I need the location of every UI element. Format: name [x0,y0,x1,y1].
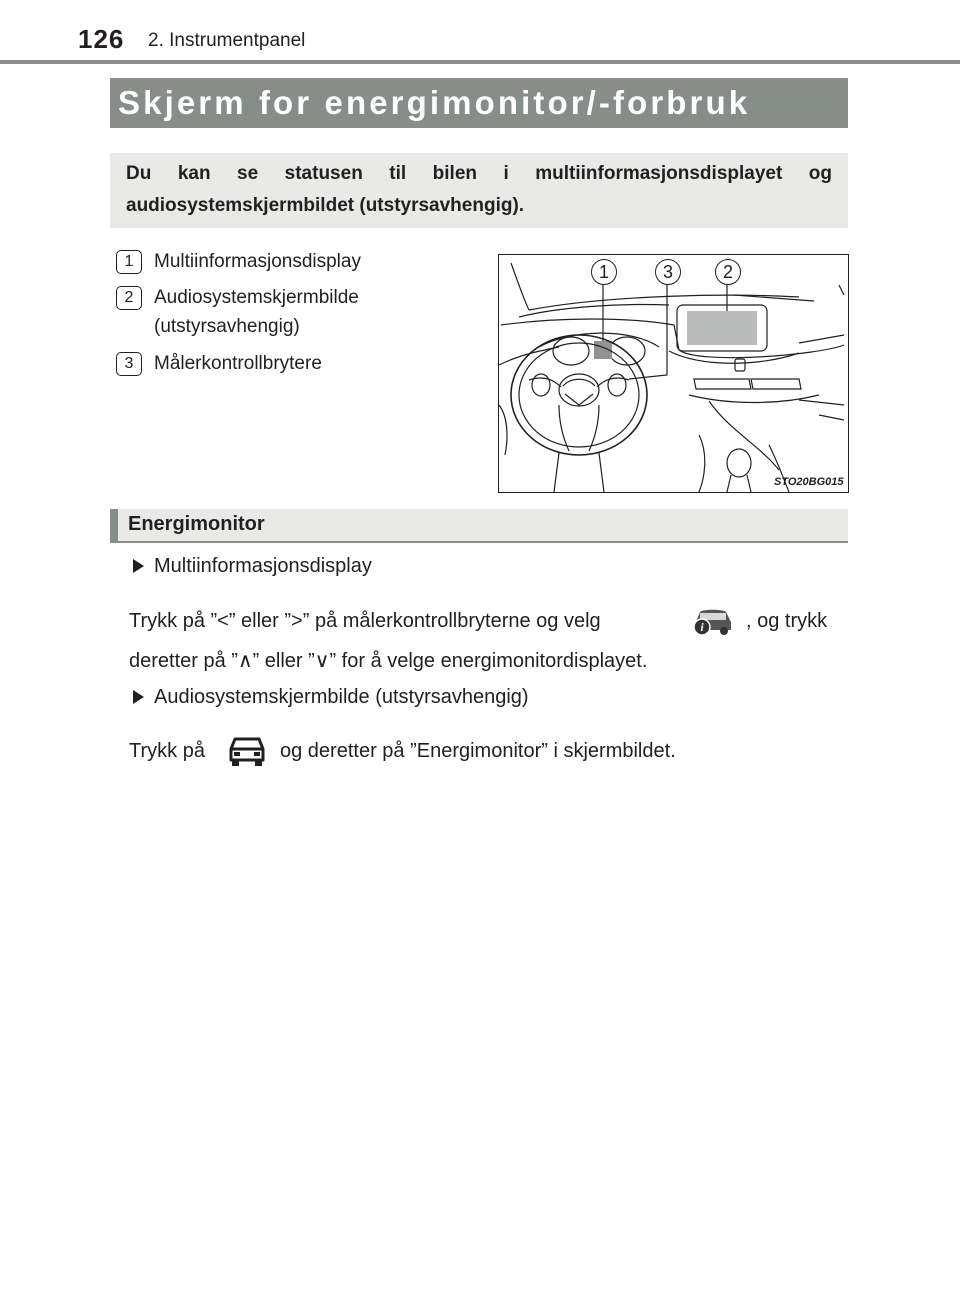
figure-code: STO20BG015 [774,476,844,488]
legend-number-1: 1 [116,250,142,274]
legend-label-2-cont: (utstyrsavhengig) [154,316,300,337]
item-text-1a: Trykk på ”<” eller ”>” på målerkontrollbryterne og velg [129,610,601,632]
legend-number-3: 3 [116,352,142,376]
item-heading-1: Multiinformasjonsdisplay [154,555,372,577]
legend-label-1: Multiinformasjonsdisplay [154,251,361,272]
svg-text:i: i [700,620,704,634]
item-text-1c: deretter på ”∧” eller ”∨” for å velge energimonitordisplayet. [129,650,648,672]
subsection-accent [110,509,118,541]
bullet-triangle-icon [133,690,144,704]
subsection-title: Energimonitor [128,513,265,535]
car-info-icon [688,600,738,640]
header-divider [0,60,960,64]
legend-label-3: Målerkontrollbrytere [154,353,322,374]
intro-text: Du kan se statusen til bilen i multiinformasjonsdisplayet og audiosystemskjermbildet (utstyrsavhengig). [126,163,832,216]
dashboard-illustration [498,254,849,493]
figure-callout-2: 2 [715,259,741,285]
chapter-title: 2. Instrumentpanel [148,30,306,51]
item-text-2a: Trykk på [129,740,205,762]
figure-callout-3: 3 [655,259,681,285]
item-heading-2: Audiosystemskjermbilde (utstyrsavhengig) [154,686,529,708]
bullet-triangle-icon [133,559,144,573]
dashboard-drawing [499,255,848,492]
page-number: 126 [78,24,125,54]
legend-label-2: Audiosystemskjermbilde [154,287,359,308]
car-front-icon [226,730,268,770]
section-title: Skjerm for energimonitor/-forbruk [118,84,751,121]
item-text-2b: og deretter på ”Energimonitor” i skjermbildet. [280,740,676,762]
figure-callout-1: 1 [591,259,617,285]
item-text-1b: , og trykk [746,610,828,632]
legend-number-2: 2 [116,286,142,310]
